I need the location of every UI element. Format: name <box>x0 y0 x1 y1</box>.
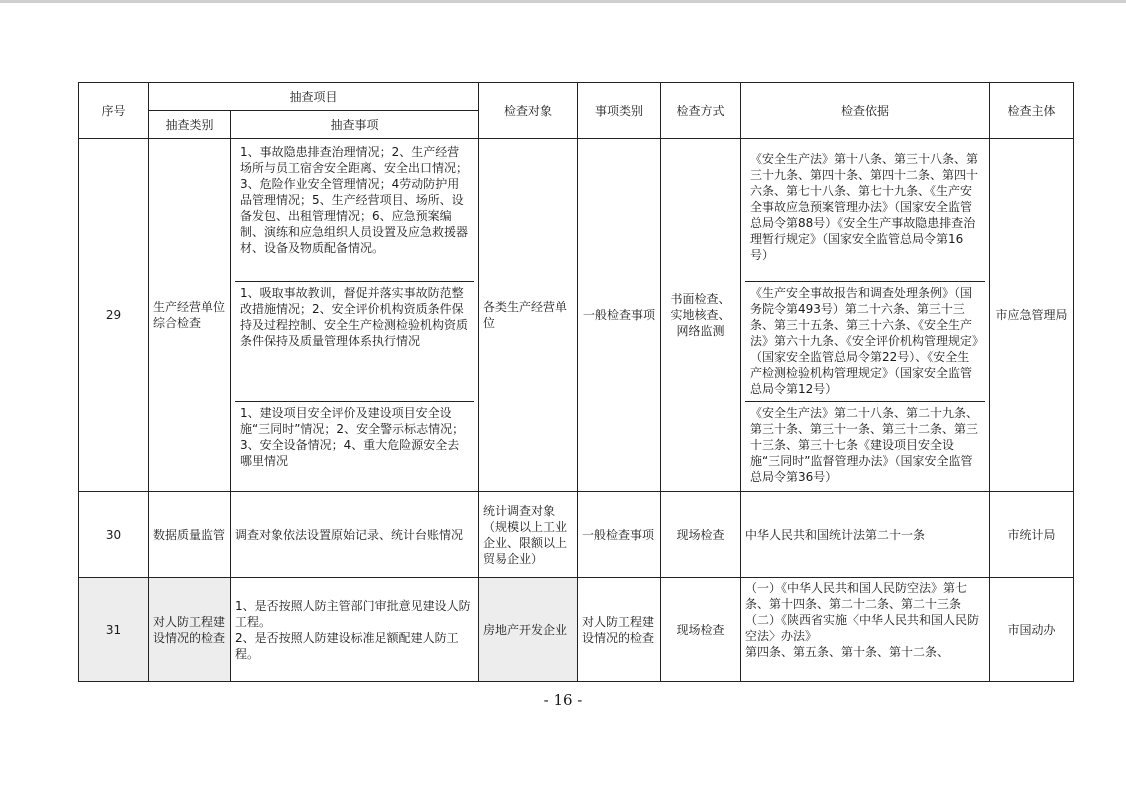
table-row <box>79 492 1074 578</box>
header-items-group: 抽查项目 <box>149 83 479 111</box>
header-subject: 检查主体 <box>990 83 1074 139</box>
header-method: 检查方式 <box>661 83 741 139</box>
row-category: 对人防工程建设情况的检查 <box>149 578 231 682</box>
table-row <box>79 578 1074 682</box>
inspection-table <box>78 82 1074 682</box>
basis-block: 《安全生产法》第二十八条、第二十九条、第三十条、第三十一条、第三十二条、第三十三条、第三十七条《建设项目安全设施“三同时”监督管理办法》（国家安全监管总局令第36号） <box>745 401 985 489</box>
row-basis <box>741 139 990 492</box>
row-seq: 31 <box>79 578 149 682</box>
matter-block: 1、事故隐患排查治理情况；2、生产经营场所与员工宿舍安全距离、安全出口情况； 3、危险作业安全管理情况；4劳动防护用品管理情况；5、生产经营项目、场所、设备发包、出租管理情况；6、应急预案编制、演练和应急组织人员设置及应急救援器材、设备及物质配备情况。 <box>240 145 469 255</box>
matter-block: 1、吸取事故教训，督促并落实事故防范整改措施情况；2、安全评价机构资质条件保持及过程控制、安全生产检测检验机构资质条件保持及质量管理体系执行情况 <box>235 281 474 401</box>
basis-block: 《生产安全事故报告和调查处理条例》（国务院令第493号）第二十六条、第三十三条、第三十五条、第三十六条、《安全生产法》第六十九条、《安全评价机构管理规定》（国家安全监管总局令第22号）、《安全生产检测检验机构管理规定》（国家安全监管总局令第12号） <box>745 281 985 401</box>
row-subject: 市国动办 <box>990 578 1074 682</box>
row-basis: 中华人民共和国统计法第二十一条 <box>741 492 990 578</box>
row-type: 一般检查事项 <box>578 139 661 492</box>
row-category: 生产经营单位综合检查 <box>149 139 231 492</box>
header-type: 事项类别 <box>578 83 661 139</box>
matter-block: 1、建设项目安全评价及建设项目安全设施“三同时”情况；2、安全警示标志情况；3、安全设备情况；4、重大危险源安全去哪里情况 <box>235 401 474 489</box>
row-type: 对人防工程建设情况的检查 <box>578 578 661 682</box>
row-seq: 29 <box>79 139 149 492</box>
header-matters: 抽查事项 <box>231 111 479 139</box>
row-basis: （一）《中华人民共和国人民防空法》第七条、第十四条、第二十二条、第二十三条 （二）《陕西省实施〈中华人民共和国人民防空法〉办法》 第四条、第五条、第十条、第十二条、 <box>741 578 990 682</box>
row-target: 统计调查对象（规模以上工业企业、限额以上贸易企业） <box>479 492 578 578</box>
row-subject: 市统计局 <box>990 492 1074 578</box>
row-matters: 调查对象依法设置原始记录、统计台账情况 <box>231 492 479 578</box>
row-matters <box>231 139 479 492</box>
basis-block: 《安全生产法》第十八条、第三十八条、第三十九条、第四十条、第四十二条、第四十六条、第七十八条、第七十九条、《生产安全事故应急预案管理办法》（国家安全监管总局令第88号）《安全生产事故隐患排查治理暂行规定》（国家安全监管总局令第16号） <box>750 152 979 262</box>
header-target: 检查对象 <box>479 83 578 139</box>
row-target: 各类生产经营单位 <box>479 139 578 492</box>
row-method: 现场检查 <box>661 492 741 578</box>
table-row <box>79 139 1074 492</box>
row-category: 数据质量监管 <box>149 492 231 578</box>
row-target: 房地产开发企业 <box>479 578 578 682</box>
row-method: 现场检查 <box>661 578 741 682</box>
header-category: 抽查类别 <box>149 111 231 139</box>
header-seq: 序号 <box>79 83 149 139</box>
row-method: 书面检查、实地核查、网络监测 <box>661 139 741 492</box>
row-subject: 市应急管理局 <box>990 139 1074 492</box>
row-seq: 30 <box>79 492 149 578</box>
scan-edge <box>0 0 1126 3</box>
page-number: - 16 - <box>543 691 583 709</box>
row-matters: 1、是否按照人防主管部门审批意见建设人防工程。 2、是否按照人防建设标准足额配建人防工程。 <box>231 578 479 682</box>
row-type: 一般检查事项 <box>578 492 661 578</box>
header-basis: 检查依据 <box>741 83 990 139</box>
